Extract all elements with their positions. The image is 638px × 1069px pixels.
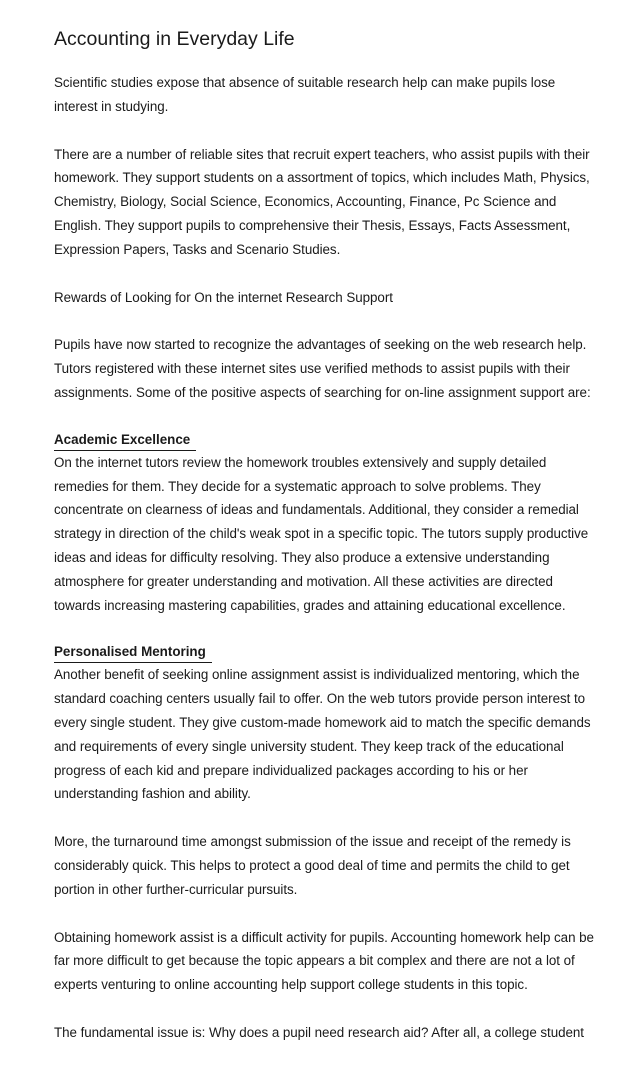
turnaround-paragraph: More, the turnaround time amongst submission of the issue and receipt of the remedy is considerably quick. This helps to protect a good deal of time and permits the child to get portion in other further-curricular pursuits. — [54, 834, 571, 897]
page-title: Accounting in Everyday Life — [54, 28, 295, 50]
academic-excellence-heading: Academic Excellence — [54, 429, 196, 451]
academic-excellence-section — [54, 429, 594, 618]
academic-excellence-body: On the internet tutors review the homework troubles extensively and supply detailed remedies for them. They decide for a systematic approach to solve problems. They concentrate on clearness of ideas and fundamentals. Additional, they consider a remedial strategy in direction of the child's weak spot in a specific topic. The tutors supply productive ideas and ideas for difficulty resolving. They also produce a extensive understanding atmosphere for greater understanding and motivation. All these activities are directed towards increasing mastering capabilities, grades and attaining educational excellence. — [54, 454, 589, 613]
advantages-paragraph: Pupils have now started to recognize the advantages of seeking on the web research help. Tutors registered with these internet sites use verified methods to assist pupils with their assignments. Some of the positive aspects of searching for on-line assignment support are: — [54, 337, 591, 400]
fundamental-issue-paragraph: The fundamental issue is: Why does a pupil need research aid? After all, a college student — [54, 1024, 584, 1040]
document-page — [54, 26, 594, 1069]
personalised-mentoring-heading: Personalised Mentoring — [54, 641, 212, 663]
intro-paragraph: Scientific studies expose that absence of suitable research help can make pupils lose interest in studying. — [54, 75, 556, 114]
rewards-line: Rewards of Looking for On the internet Research Support — [54, 289, 393, 305]
personalised-mentoring-body: Another benefit of seeking online assignment assist is individualized mentoring, which the standard coaching centers usually fail to offer. On the web tutors provide person interest to every single student. They give custom-made homework aid to match the specific demands and requirements of every single university student. They keep track of the educational progress of each kid and prepare individualized packages according to his or her understanding fashion and ability. — [54, 667, 591, 802]
obtaining-help-paragraph: Obtaining homework assist is a difficult activity for pupils. Accounting homework help can be far more difficult to get because the topic appears a bit complex and there are not a lot of experts venturing to online accounting help support college students in this topic. — [54, 929, 594, 993]
sites-paragraph: There are a number of reliable sites that recruit expert teachers, who assist pupils with their homework. They support students on a assortment of topics, which includes Math, Physics, Chemistry, Biology, Social Science, Economics, Accounting, Finance, Pc Science and English. They support pupils to comprehensive their Thesis, Essays, Facts Assessment, Expression Papers, Tasks and Scenario Studies. — [54, 146, 590, 257]
personalised-mentoring-section — [54, 641, 594, 806]
